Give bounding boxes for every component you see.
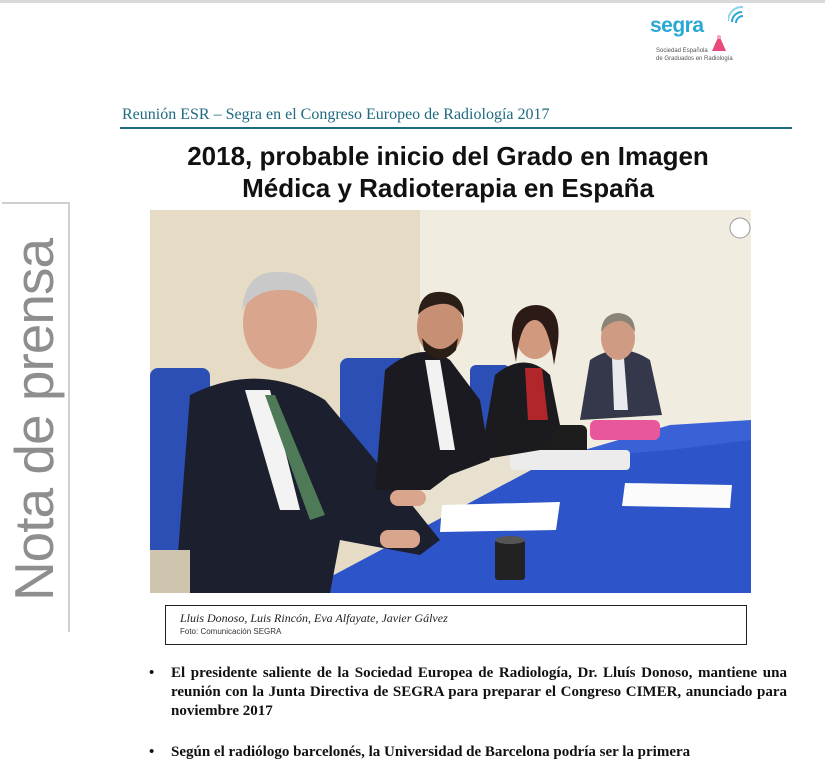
headline-line1: 2018, probable inicio del Grado en Imagen xyxy=(187,141,709,171)
section-divider xyxy=(120,127,792,129)
caption-credit: Foto: Comunicación SEGRA xyxy=(180,627,282,636)
caption-names: Lluis Donoso, Luis Rincón, Eva Alfayate, Javier Gálvez xyxy=(180,611,448,625)
bullet-item xyxy=(147,743,787,762)
logo-subtitle xyxy=(656,47,766,63)
bullet-list xyxy=(147,664,787,784)
bullet-symbol: • xyxy=(149,744,155,760)
bullet-text: El presidente saliente de la Sociedad Europea de Radiología, Dr. Lluís Donoso, mantiene una reunión con la Junta Directiva de SEGRA para preparar el Congreso CIMER, anunciado para noviembre 2017 xyxy=(171,665,787,719)
page-top-border xyxy=(0,0,825,3)
headline-line2: Médica y Radioterapia en España xyxy=(242,173,654,203)
logo-wordmark: segra xyxy=(650,14,704,37)
logo-subtitle-line2: de Graduados en Radiología xyxy=(656,56,733,62)
bullet-text: Según el radiólogo barcelonés, la Universidad de Barcelona podría ser la primera xyxy=(171,744,691,760)
section-heading: Reunión ESR – Segra en el Congreso Europeo de Radiología 2017 xyxy=(122,106,550,123)
meeting-photo-illustration xyxy=(150,210,751,593)
logo-subtitle-line1: Sociedad Española xyxy=(656,48,708,54)
wall-clock-icon xyxy=(730,218,750,238)
bullet-item xyxy=(147,664,787,721)
meeting-photo xyxy=(150,210,751,593)
photo-caption xyxy=(165,605,747,645)
headline xyxy=(148,140,748,204)
side-label: Nota de prensa xyxy=(3,238,65,602)
bullet-symbol: • xyxy=(149,665,155,681)
signal-waves-icon xyxy=(728,6,754,32)
segra-logo xyxy=(648,6,758,66)
